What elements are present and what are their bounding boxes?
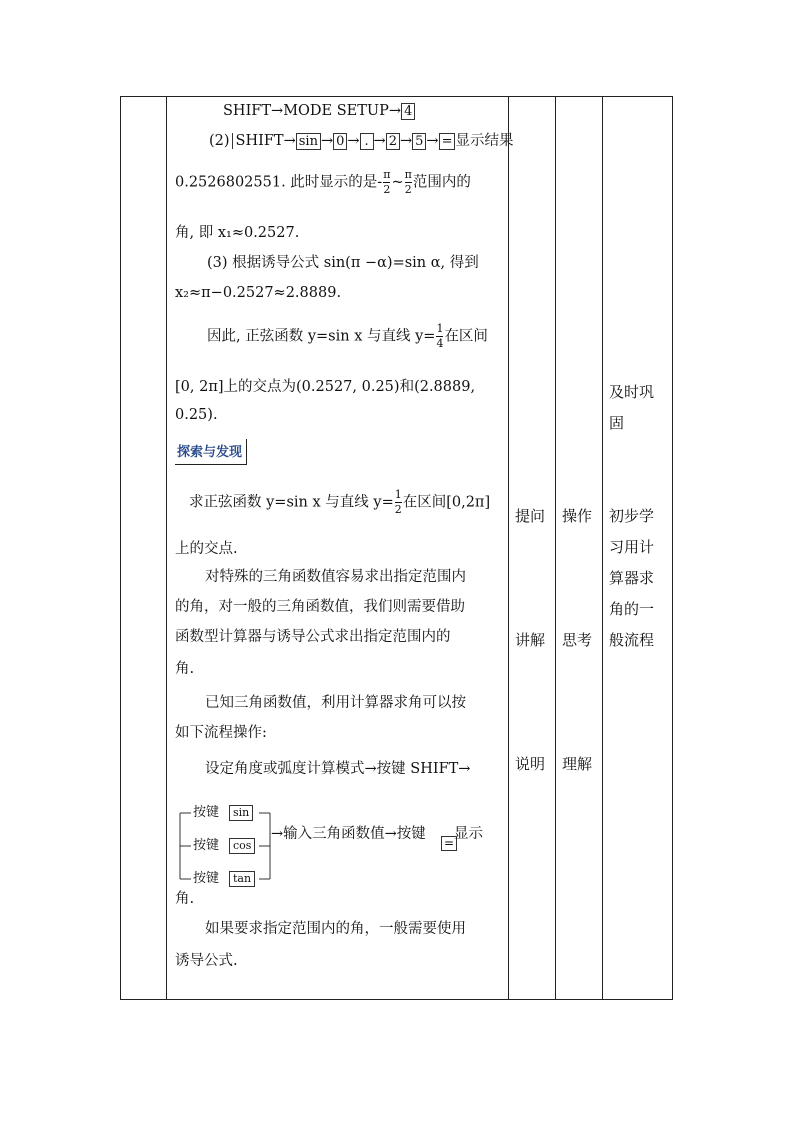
key-5: 5 (412, 133, 426, 150)
arrow: → (399, 133, 413, 149)
student-activity: 思考 (562, 631, 593, 649)
arrow: → (373, 133, 386, 149)
text-line: x₂≈π−0.2527≈2.8889. (175, 285, 342, 301)
numerator: 1 (436, 322, 444, 335)
denominator: 4 (436, 337, 444, 350)
tilde: ~ (391, 174, 404, 191)
text-line: 函数型计算器与诱导公式求出指定范围内的 (175, 629, 451, 645)
column-divider (555, 97, 556, 999)
step-label: (2) (209, 133, 230, 149)
conclusion-text: 因此, 正弦函数 y=sin x 与直线 y= (207, 328, 436, 345)
purpose-line: 般流程 (609, 631, 655, 649)
press-label: 按键 (193, 838, 220, 853)
text-line: [0, 2π]上的交点为(0.2527, 0.25)和(2.8889, (175, 379, 476, 395)
purpose-line: 角的一 (609, 600, 655, 618)
text-line (175, 169, 471, 196)
section-heading: 探索与发现 (175, 439, 247, 465)
key-dot: . (360, 133, 374, 150)
calc-sequence: SHIFT→MODE SETUP→ (223, 103, 402, 119)
key-tan: tan (229, 871, 255, 887)
column-divider (602, 97, 603, 999)
numerator: π (404, 168, 412, 181)
teacher-activity: 提问 (515, 507, 546, 525)
interval-text: 在区间[0,2π] (402, 494, 491, 511)
purpose-line: 及时巩 (609, 383, 655, 401)
arrow: → (426, 133, 439, 149)
purpose-line: 初步学 (609, 507, 655, 525)
purpose-line: 习用计 (609, 538, 655, 556)
exercise-text: 求正弦函数 y=sin x 与直线 y= (189, 494, 394, 511)
interval-text: 在区间 (444, 328, 488, 345)
student-activity: 操作 (562, 507, 593, 525)
fraction (395, 489, 402, 516)
fraction (383, 169, 390, 196)
text-line: 诱导公式. (175, 953, 238, 969)
teacher-activity: 说明 (515, 755, 546, 773)
result-text: 显示结果 (455, 133, 514, 149)
purpose-line: 固 (609, 414, 625, 432)
text-line: 角. (175, 661, 195, 677)
fraction (436, 323, 443, 350)
text-line (209, 131, 513, 151)
key-equals: = (441, 836, 457, 851)
text-line: 对特殊的三角函数值容易求出指定范围内 (205, 569, 466, 585)
key-0: 0 (333, 133, 347, 150)
key-cos: cos (229, 838, 255, 854)
column-divider (508, 97, 509, 999)
text-line: 角. (175, 891, 195, 907)
lesson-table (120, 96, 673, 1000)
numerator: 1 (394, 488, 402, 501)
text-line: 上的交点. (175, 541, 238, 557)
denominator: 2 (404, 183, 412, 196)
key-sin: sin (296, 133, 321, 150)
numerator: π (383, 168, 391, 181)
denominator: 2 (394, 503, 402, 516)
key-2: 2 (386, 133, 400, 150)
press-label: 按键 (193, 871, 220, 886)
column-divider (166, 97, 167, 999)
text-line (223, 101, 415, 121)
text-line: 已知三角函数值，利用计算器求角可以按 (205, 695, 466, 711)
range-text: 范围内的 (412, 174, 471, 191)
text-line: 设定角度或弧度计算模式→按键 SHIFT→ (205, 761, 471, 777)
text-line: (3) 根据诱导公式 sin(π −α)=sin α, 得到 (207, 255, 479, 271)
arrow: → (347, 133, 360, 149)
arrow: → (320, 133, 334, 149)
text-line (207, 323, 488, 350)
result-value: 0.2526802551. 此时显示的是- (175, 174, 383, 191)
text-line: 如果要求指定范围内的角，一般需要使用 (205, 921, 466, 937)
flow-text: →输入三角函数值→按键 (271, 826, 426, 842)
denominator: 2 (383, 183, 391, 196)
text-line: 如下流程操作: (175, 725, 267, 741)
student-activity: 理解 (562, 755, 593, 773)
text-line (189, 489, 490, 516)
shift-key: SHIFT→ (232, 133, 296, 149)
show-text: 显示 (454, 826, 483, 842)
fraction (405, 169, 412, 196)
calculator-flow-diagram (175, 797, 505, 887)
key-4: 4 (401, 103, 415, 120)
key-equals: = (439, 133, 456, 150)
text-line: 0.25). (175, 407, 218, 423)
key-sin: sin (229, 805, 253, 821)
purpose-line: 算器求 (609, 569, 655, 587)
text-line: 角, 即 x₁≈0.2527. (175, 225, 300, 241)
teacher-activity: 讲解 (515, 631, 546, 649)
press-label: 按键 (193, 805, 220, 820)
text-line: 的角，对一般的三角函数值，我们则需要借助 (175, 599, 465, 615)
